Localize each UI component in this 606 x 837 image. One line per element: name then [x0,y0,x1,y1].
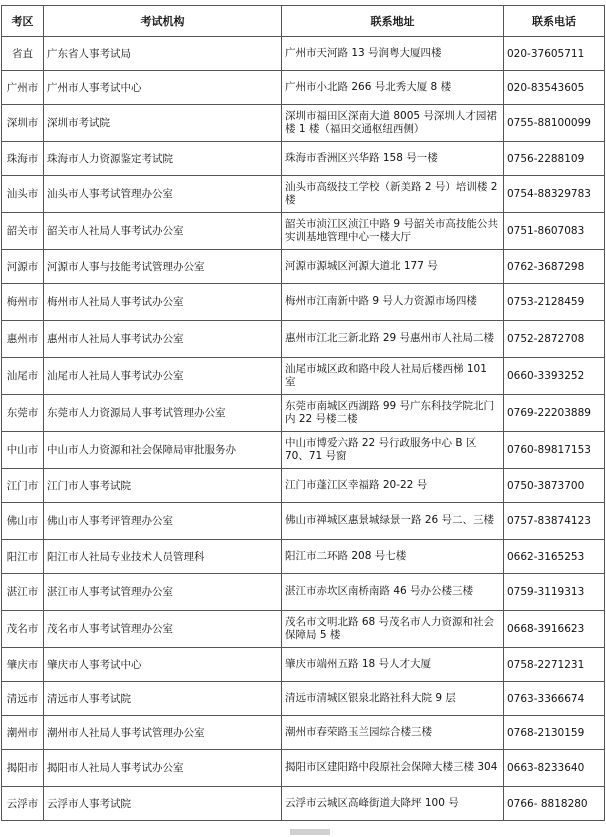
cell-address: 东莞市南城区西湖路 99 号广东科技学院北门内 22 号楼二楼 [282,395,504,432]
cell-phone: 0762-3687298 [504,250,605,284]
cell-address: 广州市小北路 266 号北秀大厦 8 楼 [282,71,504,105]
cell-org: 佛山市人事考评管理办公室 [44,503,282,540]
cell-region: 惠州市 [2,321,44,358]
table-row [2,142,605,176]
cell-address: 揭阳市区建阳路中段原社会保障大楼三楼 304 [282,750,504,787]
exam-office-table [1,5,605,821]
table-row [2,503,605,540]
cell-phone: 0768-2130159 [504,716,605,750]
table-row [2,787,605,821]
table-row [2,105,605,142]
cell-region: 肇庆市 [2,648,44,682]
cell-org: 珠海市人力资源鉴定考试院 [44,142,282,176]
cell-phone: 0660-3393252 [504,358,605,395]
table-row [2,648,605,682]
cell-address: 汕头市高级技工学校（新美路 2 号）培训楼 2 楼 [282,176,504,213]
cell-org: 湛江市人事考试管理办公室 [44,574,282,611]
cell-region: 清远市 [2,682,44,716]
cell-phone: 0769-22203889 [504,395,605,432]
table-row [2,750,605,787]
cell-region: 东莞市 [2,395,44,432]
cell-phone: 0759-3119313 [504,574,605,611]
cell-org: 汕头市人事考试管理办公室 [44,176,282,213]
cell-address: 阳江市二环路 208 号七楼 [282,540,504,574]
cell-org: 梅州市人社局人事考试办公室 [44,284,282,321]
cell-phone: 020-37605711 [504,37,605,71]
cell-address: 河源市源城区河源大道北 177 号 [282,250,504,284]
table-row [2,213,605,250]
cell-address: 云浮市云城区高峰街道大降坪 100 号 [282,787,504,821]
table-row [2,432,605,469]
cell-region: 揭阳市 [2,750,44,787]
table-row [2,395,605,432]
cell-org: 惠州市人社局人事考试办公室 [44,321,282,358]
cell-region: 河源市 [2,250,44,284]
cell-phone: 0753-2128459 [504,284,605,321]
cell-region: 汕头市 [2,176,44,213]
cell-region: 梅州市 [2,284,44,321]
cell-region: 深圳市 [2,105,44,142]
header-org: 考试机构 [44,6,282,37]
table-row [2,469,605,503]
cell-address: 中山市博爱六路 22 号行政服务中心 B 区 70、71 号窗 [282,432,504,469]
cell-phone: 0751-8607083 [504,213,605,250]
table-row [2,321,605,358]
cell-address: 珠海市香洲区兴华路 158 号一楼 [282,142,504,176]
table-row [2,574,605,611]
cell-region: 阳江市 [2,540,44,574]
cell-region: 佛山市 [2,503,44,540]
cell-org: 汕尾市人社局人事考试办公室 [44,358,282,395]
cell-address: 汕尾市城区政和路中段人社局后楼西梯 101 室 [282,358,504,395]
table-row [2,71,605,105]
cell-region: 江门市 [2,469,44,503]
cell-region: 云浮市 [2,787,44,821]
table-row [2,540,605,574]
cell-phone: 0760-89817153 [504,432,605,469]
cell-phone: 0752-2872708 [504,321,605,358]
cell-phone: 0757-83874123 [504,503,605,540]
cell-phone: 0755-88100099 [504,105,605,142]
cell-address: 梅州市江南新中路 9 号人力资源市场四楼 [282,284,504,321]
cell-phone: 0663-8233640 [504,750,605,787]
cell-org: 江门市人事考试院 [44,469,282,503]
cell-org: 东莞市人力资源局人事考试管理办公室 [44,395,282,432]
cell-address: 潮州市春荣路玉兰园综合楼三楼 [282,716,504,750]
cell-org: 揭阳市人社局人事考试办公室 [44,750,282,787]
cell-phone: 0758-2271231 [504,648,605,682]
table-row [2,250,605,284]
cell-region: 珠海市 [2,142,44,176]
cell-address: 广州市天河路 13 号润粤大厦四楼 [282,37,504,71]
cell-org: 广东省人事考试局 [44,37,282,71]
cell-org: 清远市人事考试院 [44,682,282,716]
cell-region: 省直 [2,37,44,71]
cell-org: 深圳市考试院 [44,105,282,142]
table-row [2,716,605,750]
header-region: 考区 [2,6,44,37]
cell-region: 茂名市 [2,611,44,648]
table-row [2,358,605,395]
cell-phone: 020-83543605 [504,71,605,105]
cell-phone: 0668-3916623 [504,611,605,648]
cell-phone: 0763-3366674 [504,682,605,716]
cell-org: 河源市人事与技能考试管理办公室 [44,250,282,284]
cell-address: 韶关市浈江区浈江中路 9 号韶关市高技能公共实训基地管理中心一楼大厅 [282,213,504,250]
cell-address: 湛江市赤坎区南桥南路 46 号办公楼三楼 [282,574,504,611]
scroll-indicator [290,829,330,835]
table-row [2,37,605,71]
cell-org: 中山市人力资源和社会保障局审批服务办 [44,432,282,469]
cell-address: 清远市清城区银泉北路社科大院 9 层 [282,682,504,716]
cell-region: 韶关市 [2,213,44,250]
cell-address: 佛山市禅城区惠景城绿景一路 26 号二、三楼 [282,503,504,540]
cell-region: 潮州市 [2,716,44,750]
cell-region: 湛江市 [2,574,44,611]
header-address: 联系地址 [282,6,504,37]
cell-org: 韶关市人社局人事考试办公室 [44,213,282,250]
cell-phone: 0662-3165253 [504,540,605,574]
cell-address: 惠州市江北三新北路 29 号惠州市人社局二楼 [282,321,504,358]
cell-phone: 0756-2288109 [504,142,605,176]
cell-address: 茂名市文明北路 68 号茂名市人力资源和社会保障局 5 楼 [282,611,504,648]
cell-org: 广州市人事考试中心 [44,71,282,105]
cell-region: 中山市 [2,432,44,469]
cell-phone: 0754-88329783 [504,176,605,213]
header-phone: 联系电话 [504,6,605,37]
cell-org: 茂名市人事考试管理办公室 [44,611,282,648]
cell-org: 潮州市人社局人事考试管理办公室 [44,716,282,750]
cell-address: 深圳市福田区深南大道 8005 号深圳人才园裙楼 1 楼（福田交通枢纽西侧） [282,105,504,142]
cell-address: 江门市蓬江区幸福路 20-22 号 [282,469,504,503]
cell-org: 阳江市人社局专业技术人员管理科 [44,540,282,574]
table-row [2,611,605,648]
cell-address: 肇庆市端州五路 18 号人才大厦 [282,648,504,682]
table-row [2,176,605,213]
table-header-row [2,6,605,37]
table-row [2,682,605,716]
cell-phone: 0766- 8818280 [504,787,605,821]
cell-region: 汕尾市 [2,358,44,395]
table-row [2,284,605,321]
cell-phone: 0750-3873700 [504,469,605,503]
cell-region: 广州市 [2,71,44,105]
cell-org: 云浮市人事考试院 [44,787,282,821]
cell-org: 肇庆市人事考试中心 [44,648,282,682]
